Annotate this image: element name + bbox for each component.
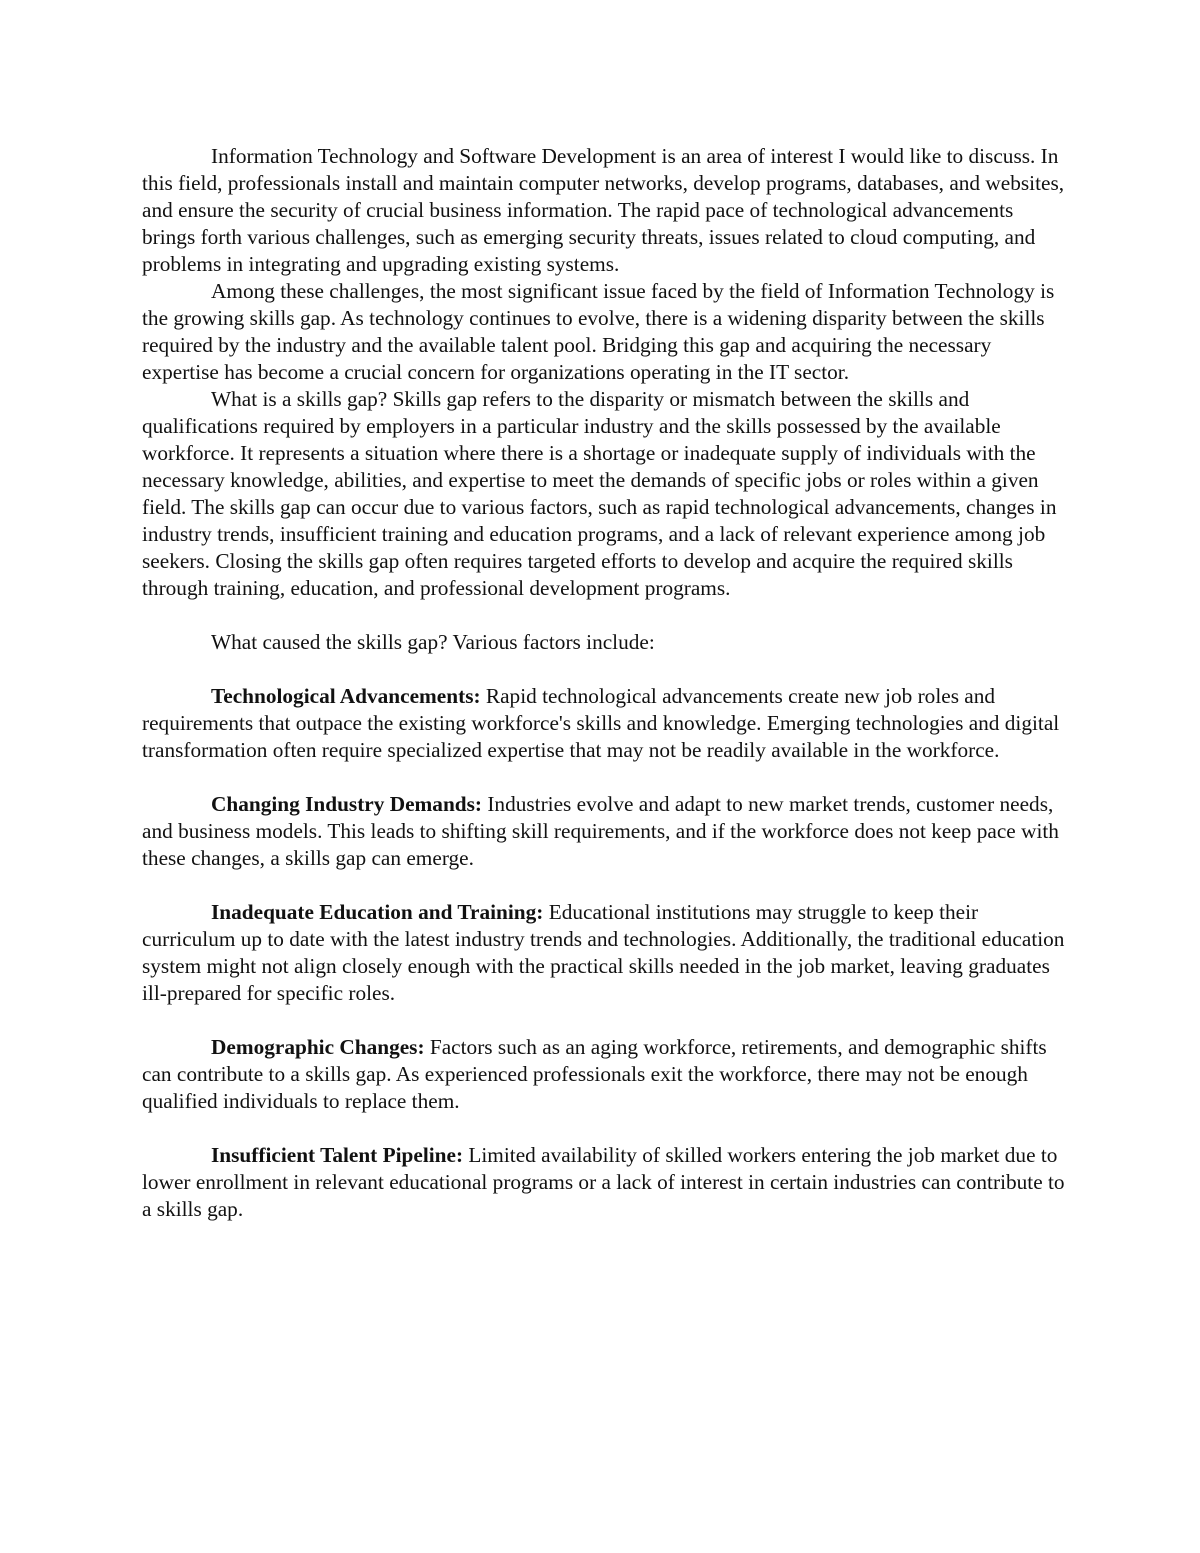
factor-term: Technological Advancements:	[211, 684, 481, 708]
factor-demographic-changes	[142, 1034, 1067, 1115]
factor-description: Industries evolve and adapt to new market trends, customer needs, and business models. This leads to shifting skill requirements, and if the workforce does not keep pace with these changes, a skills gap can emerge.	[142, 792, 1059, 870]
factor-description: Factors such as an aging workforce, retirements, and demographic shifts can contribute to a skills gap. As experienced professionals exit the workforce, there may not be enough qualified individuals to replace them.	[142, 1035, 1047, 1113]
factor-description: Educational institutions may struggle to keep their curriculum up to date with the latest industry trends and technologies. Additionally, the traditional education system might not align closely enough with the practical skills needed in the job market, leaving graduates ill-prepared for specific roles.	[142, 900, 1065, 1005]
factor-insufficient-talent-pipeline	[142, 1142, 1067, 1223]
document-body	[142, 143, 1067, 1223]
factor-term: Insufficient Talent Pipeline:	[211, 1143, 464, 1167]
factor-term: Changing Industry Demands:	[211, 792, 483, 816]
factor-description: Limited availability of skilled workers entering the job market due to lower enrollment in relevant educational programs or a lack of interest in certain industries can contribute to a skills gap.	[142, 1143, 1065, 1221]
paragraph-causes-intro: What caused the skills gap? Various factors include:	[211, 630, 655, 654]
factor-changing-industry-demands	[142, 791, 1067, 872]
factor-technological-advancements	[142, 683, 1067, 764]
factor-inadequate-education-training	[142, 899, 1067, 1007]
factor-term: Demographic Changes:	[211, 1035, 425, 1059]
paragraph-skills-gap-definition: What is a skills gap? Skills gap refers to the disparity or mismatch between the skills and qualifications required by employers in a particular industry and the skills possessed by the available workforce. It represents a situation where there is a shortage or inadequate supply of individuals with the necessary knowledge, abilities, and expertise to meet the demands of specific jobs or roles within a given field. The skills gap can occur due to various factors, such as rapid technological advancements, changes in industry trends, insufficient training and education programs, and a lack of relevant experience among job seekers. Closing the skills gap often requires targeted efforts to develop and acquire the required skills through training, education, and professional development programs.	[142, 387, 1057, 600]
factor-description: Rapid technological advancements create new job roles and requirements that outpace the existing workforce's skills and knowledge. Emerging technologies and digital transformation often require specialized expertise that may not be readily available in the workforce.	[142, 684, 1060, 762]
paragraph-challenges: Among these challenges, the most significant issue faced by the field of Information Technology is the growing skills gap. As technology continues to evolve, there is a widening disparity between the skills required by the industry and the available talent pool. Bridging this gap and acquiring the necessary expertise has become a crucial concern for organizations operating in the IT sector.	[142, 279, 1055, 384]
paragraph-intro: Information Technology and Software Development is an area of interest I would like to discuss. In this field, professionals install and maintain computer networks, develop programs, databases, and websites, and ensure the security of crucial business information. The rapid pace of technological advancements brings forth various challenges, such as emerging security threats, issues related to cloud computing, and problems in integrating and upgrading existing systems.	[142, 144, 1065, 276]
factor-term: Inadequate Education and Training:	[211, 900, 544, 924]
